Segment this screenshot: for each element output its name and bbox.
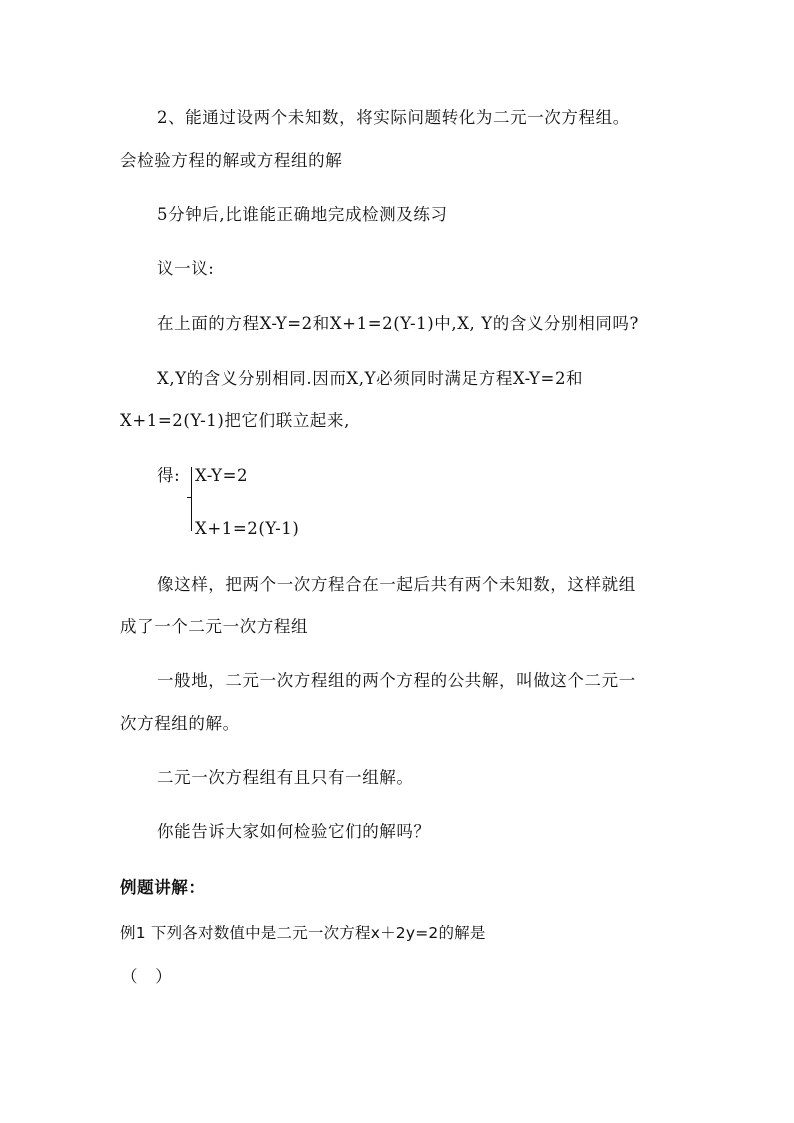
discussion-label: 议一议: [157, 259, 215, 278]
example-1-line: 例1 下列各对数值中是二元一次方程x＋2y=2的解是 [120, 924, 486, 942]
unique-solution-line: 二元一次方程组有且只有一组解。 [157, 768, 414, 787]
verification-question-line: 你能告诉大家如何检验它们的解吗？ [157, 822, 431, 841]
answer-line-cont: X+1=2(Y-1)把它们联立起来, [120, 411, 350, 430]
result-label: 得: [157, 466, 181, 485]
answer-line: X,Y的含义分别相同.因而X,Y必须同时满足方程X-Y=2和 [157, 369, 584, 388]
system-equation-2: X+1=2(Y-1) [195, 519, 300, 538]
definition-line: 像这样，把两个一次方程合在一起后共有两个未知数，这样就组 [157, 575, 636, 594]
system-equation-1: X-Y=2 [195, 466, 249, 485]
solution-definition-line-cont: 次方程组的解。 [120, 714, 240, 733]
question-line: 在上面的方程X-Y=2和X+1=2(Y-1)中,X, Y的含义分别相同吗? [157, 314, 639, 333]
goal-line-2-cont: 会检验方程的解或方程组的解 [120, 151, 343, 170]
timed-check-line: 5分钟后,比谁能正确地完成检测及练习 [157, 205, 448, 224]
solution-definition-line: 一般地，二元一次方程组的两个方程的公共解，叫做这个二元一 [157, 671, 636, 690]
definition-line-cont: 成了一个二元一次方程组 [120, 617, 309, 636]
goal-line-2: 2、能通过设两个未知数，将实际问题转化为二元一次方程组。 [157, 108, 630, 127]
equation-system-brace-tick [187, 497, 192, 498]
answer-blank: （ ） [121, 967, 173, 986]
section-heading: 例题讲解： [120, 878, 206, 897]
